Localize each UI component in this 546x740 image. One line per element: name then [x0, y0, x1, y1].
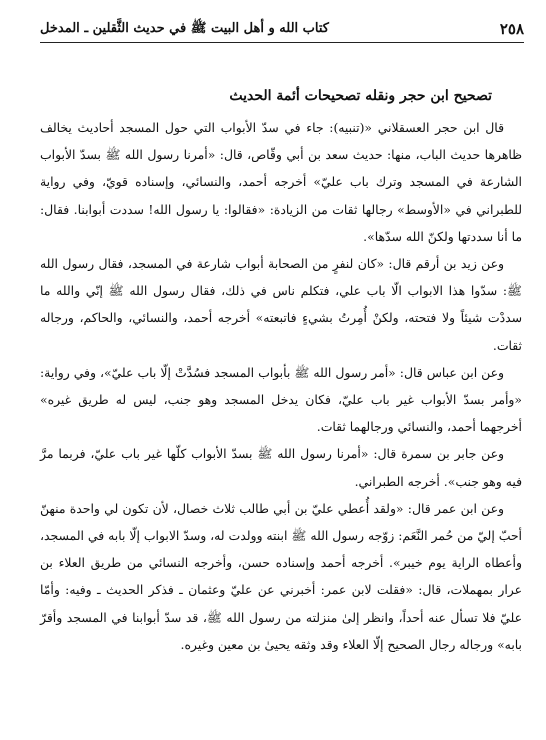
paragraph-zayd-ibn-arqam — [40, 250, 522, 359]
paragraph-ibn-abbas — [40, 359, 522, 441]
paragraph-text: وعن ابن عمر قال: «ولقد أُعطي عليّ بن أبي طالب ثلاث خصال، لأن تكون لي واحدة منهنّ أحبّ إليّ من حُمر النَّعَم: زوّجه رسول الله ﷺ ابنته وولدت له، وسدّ الابواب إلّا بابه في المسجد، وأعطاه الراية يوم خيبر». أخرجه أحمد وإسناده حسن، وأخرجه النسائي من طريق العلاء بن عرار بمهملات، قال: «فقلت لابن عمر: أخبرني عن عليّ وعثمان ـ فذكر الحديث ـ وفيه: وأمّا عليّ فلا تسأل عنه أحداً، وانظر إلىٰ منزلته من رسول الله ﷺ، قد سدّ أبوابنا في المسجد وأقرّ بابه» ورجاله رجال الصحيح إلّا العلاء وقد وثقه يحيىٰ بن معين وغيره. — [40, 500, 522, 652]
paragraph-ibn-hajar — [40, 114, 522, 250]
paragraph-text: وعن زيد بن أرقم قال: «كان لنفرٍ من الصحابة أبواب شارعة في المسجد، فقال رسول الله ﷺ: سدّوا هذا الابواب الّا باب علي، فتكلم ناس في ذلك، فقال رسول الله ﷺ إنّي والله ما سددْت شيئاً ولا فتحته، ولكنْ أُمِرتُ بشيءٍ فاتبعته» أخرجه أحمد، والنسائي، والحاكم، ورجاله ثقات. — [40, 256, 522, 353]
paragraph-ibn-umar — [40, 495, 522, 658]
page-body — [40, 88, 522, 658]
page-header — [40, 16, 524, 43]
running-title: كتاب الله و أهل البيت ﷺ في حديث الثَّقلين ـ المدخل — [40, 21, 329, 36]
paragraph-text: قال ابن حجر العسقلاني «(تنبيه): جاء في سدّ الأبواب التي حول المسجد أحاديث يخالف ظاهرها حديث الباب، منها: حديث سعد بن أبي وقّاص، قال: «أمرنا رسول الله ﷺ بسدّ الأبواب الشارعة في المسجد وترك باب عليّ» أخرجه أحمد، والنسائي، وإسناده قويّ، وفي رواية للطبراني في «الأوسط» رجالها ثقات من الزيادة: «فقالوا: يا رسول الله! سددت أبوابنا. فقال: ما أنا سددتها ولكنّ الله سدّها». — [40, 120, 522, 244]
page-number: ٢٥٨ — [499, 20, 524, 38]
paragraph-text: وعن ابن عباس قال: «أمر رسول الله ﷺ بأبواب المسجد فسُدَّتْ إلّا باب عليّ»، وفي رواية: «وأمر بسدّ الأبواب غير باب عليّ، فكان يدخل المسجد وهو جنب، ليس له طريق غيره» أخرجهما أحمد، والنسائي ورجالهما ثقات. — [40, 364, 522, 435]
paragraph-jabir-ibn-samura — [40, 440, 522, 494]
paragraph-text: وعن جابر بن سمرة قال: «أمرنا رسول الله ﷺ بسدّ الأبواب كلّها غير باب عليّ، فربما مرَّ فيه وهو جنب». أخرجه الطبراني. — [40, 446, 522, 489]
section-heading: تصحيح ابن حجر ونقله تصحيحات أئمة الحديث — [229, 88, 492, 104]
